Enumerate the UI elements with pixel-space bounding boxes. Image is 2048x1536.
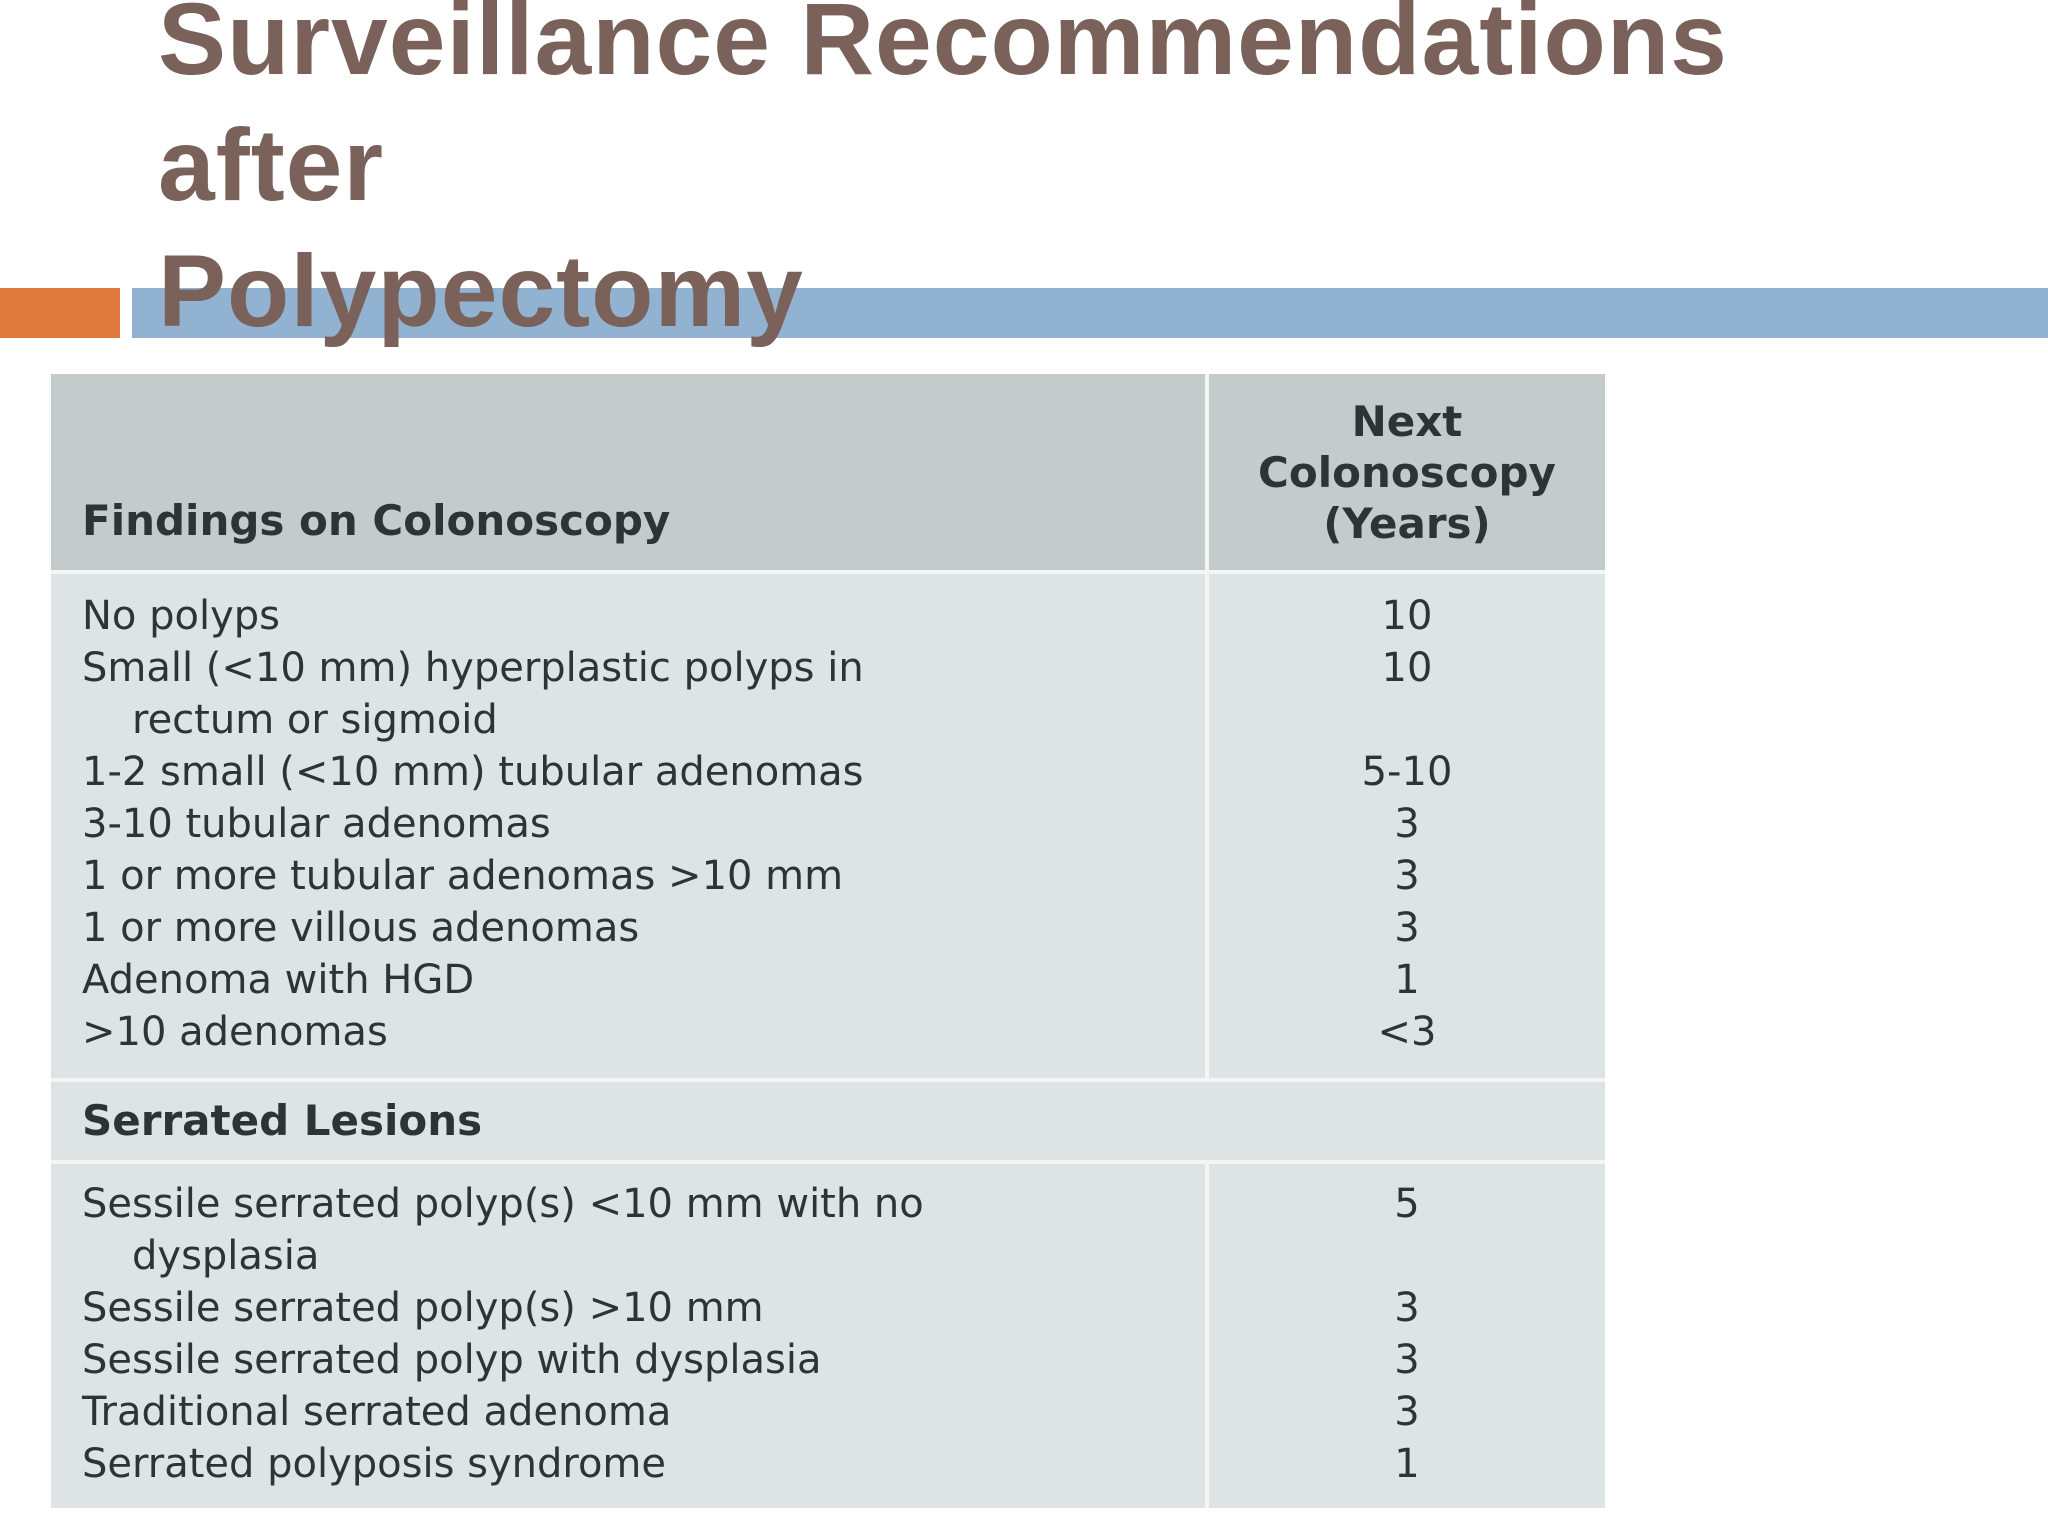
finding-cell	[51, 1006, 1182, 1058]
finding-text: Serrated polyposis syndrome	[82, 1441, 666, 1487]
header-next-colonoscopy	[1209, 374, 1605, 570]
slide-title	[158, 0, 1728, 354]
finding-text: Traditional serrated adenoma	[82, 1389, 672, 1435]
years-cell: <3	[1377, 1009, 1437, 1055]
serrated-lesions-header: Serrated Lesions	[82, 1096, 483, 1145]
finding-text-continued: rectum or sigmoid	[132, 697, 498, 743]
table-row	[51, 954, 1605, 1006]
finding-cell	[51, 1178, 1182, 1282]
years-cell: 3	[1394, 1285, 1420, 1331]
table-row	[51, 1334, 1605, 1386]
finding-cell	[51, 1334, 1182, 1386]
table-row	[51, 1006, 1605, 1058]
finding-text: No polyps	[82, 593, 280, 639]
table-row	[51, 1282, 1605, 1334]
table-row	[51, 746, 1605, 798]
column-divider	[1205, 574, 1209, 1078]
slide-title-line-2: after	[158, 108, 385, 222]
finding-cell	[51, 1438, 1182, 1490]
accent-bar-orange	[0, 288, 120, 338]
header-next-line-2: Colonoscopy	[1258, 447, 1556, 497]
years-cell: 1	[1394, 957, 1420, 1003]
column-divider	[1205, 374, 1209, 570]
finding-text: Sessile serrated polyp(s) >10 mm	[82, 1285, 764, 1331]
table-row	[51, 798, 1605, 850]
years-cell: 1	[1394, 1441, 1420, 1487]
finding-cell	[51, 954, 1182, 1006]
table-row	[51, 850, 1605, 902]
finding-text: 1-2 small (<10 mm) tubular adenomas	[82, 749, 864, 795]
years-cell: 3	[1394, 853, 1420, 899]
table-row	[51, 590, 1605, 642]
table-row	[51, 1438, 1605, 1490]
finding-text: Sessile serrated polyp(s) <10 mm with no	[82, 1181, 924, 1227]
finding-text: 3-10 tubular adenomas	[82, 801, 551, 847]
serrated-rows	[51, 1178, 1605, 1490]
slide-title-line-3: Polypectomy	[158, 234, 804, 348]
finding-cell	[51, 1282, 1182, 1334]
table-header	[51, 374, 1605, 570]
header-next-line-3: (Years)	[1323, 498, 1491, 548]
finding-text: >10 adenomas	[82, 1009, 388, 1055]
years-cell: 3	[1394, 905, 1420, 951]
column-divider	[1205, 1164, 1209, 1508]
header-next-line-1: Next	[1351, 396, 1463, 446]
years-cell: 3	[1394, 1389, 1420, 1435]
adenoma-rows	[51, 590, 1605, 1058]
finding-cell	[51, 902, 1182, 954]
finding-text: 1 or more villous adenomas	[82, 905, 640, 951]
years-cell: 10	[1381, 593, 1433, 639]
finding-cell	[51, 798, 1182, 850]
finding-cell	[51, 746, 1182, 798]
header-findings: Findings on Colonoscopy	[82, 496, 671, 545]
table-row	[51, 902, 1605, 954]
finding-cell	[51, 850, 1182, 902]
finding-text: 1 or more tubular adenomas >10 mm	[82, 853, 844, 899]
table-row	[51, 1386, 1605, 1438]
surveillance-table	[51, 374, 1605, 1508]
table-row	[51, 642, 1605, 746]
years-cell: 5	[1394, 1181, 1420, 1227]
finding-text: Adenoma with HGD	[82, 957, 475, 1003]
finding-text-continued: dysplasia	[132, 1233, 320, 1279]
finding-text: Small (<10 mm) hyperplastic polyps in	[82, 645, 864, 691]
years-cell: 3	[1394, 801, 1420, 847]
slide-title-line-1: Surveillance Recommendations	[158, 0, 1728, 96]
years-cell: 5-10	[1361, 749, 1453, 795]
finding-text: Sessile serrated polyp with dysplasia	[82, 1337, 822, 1383]
years-cell: 3	[1394, 1337, 1420, 1383]
finding-cell	[51, 590, 1182, 642]
table-row	[51, 1178, 1605, 1282]
finding-cell	[51, 1386, 1182, 1438]
years-cell: 10	[1381, 645, 1433, 691]
finding-cell	[51, 642, 1182, 746]
